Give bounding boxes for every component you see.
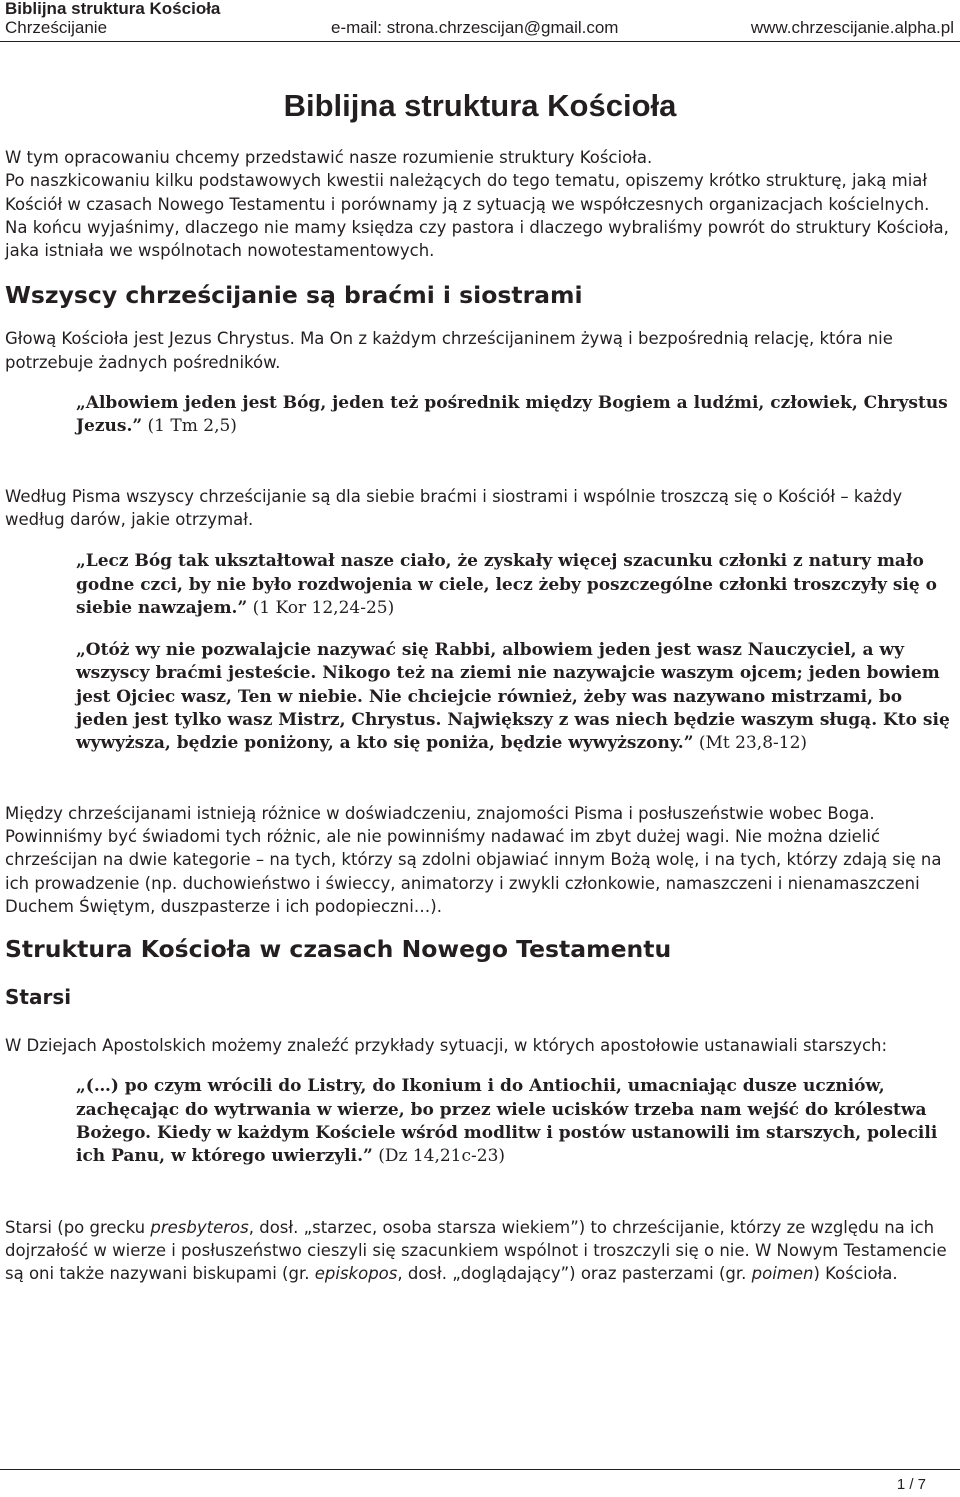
page-header [0,0,960,44]
paragraph-differences: Między chrześcijanami istnieją różnice w doświadczeniu, znajomości Pisma i posłuszeństwie wobec Boga. Powinniśmy być świadomi tych różnic, ale nie powinniśmy nadawać im zbyt dużej wagi. Nie można dzielić chrześcijan na dwie kategorie – na tych, którzy są zdolni objawiać innym Bożą wolę, i na tych, którzy zdają się na ich prowadzenie (np. duchowieństwo i świeccy, animatorzy i zwykli członkowie, namaszczeni i nienamaszczeni Duchem Świętym, duszpasterze i ich podopieczni…). [5,803,942,916]
header-email: e-mail: strona.chrzescijan@gmail.com [331,18,619,37]
header-site-name: Chrześcijanie [5,18,108,37]
bible-quote-1tm [76,392,956,439]
header-divider [0,41,960,42]
intro-paragraph: Po naszkicowaniu kilku podstawowych kwestii należących do tego tematu, opiszemy krótko strukturę, jaką miał Kościół w czasach Nowego Testamentu i porównamy ją z sytuacją we współczesnych organizacjach kościelnych. Na końcu wyjaśnimy, dlaczego nie mamy księdza czy pastora i dlaczego wybraliśmy powrót do struktury Kościoła, jaka istniała we wspólnotach nowotestamentowych. [5,171,949,261]
quote-reference: (1 Kor 12,24-25) [247,597,395,618]
paragraph-according-to-scripture: Według Pisma wszyscy chrześcijanie są dla siebie braćmi i siostrami i wspólnie troszczą się o Kościół – każdy według darów, jakie otrzymał. [5,486,903,529]
text-fragment: , dosł. „doglądający”) oraz pasterzami (gr. [397,1264,752,1284]
footer-divider [0,1469,960,1470]
quote-reference: (Mt 23,8-12) [693,733,808,754]
quote-text: „Otóż wy nie pozwalajcie nazywać się Rabbi, albowiem jeden jest wasz Nauczyciel, a wy wszyscy braćmi jesteście. Nikogo też na ziemi nie nazywajcie waszym ojcem; jeden bowiem jest Ojciec wasz, Ten w niebie. Nie chciejcie również, żeby was nazywano mistrzami, bo jeden jest tylko wasz Mistrz, Chrystus. Największy z was niech będzie waszym sługą. Kto się wywyższa, będzie poniżony, a kto się poniża, będzie wywyższony.” [76,640,950,754]
bible-quote-1kor [76,550,956,620]
header-doc-title: Biblijna struktura Kościoła [5,0,221,18]
paragraph-elders-definition [5,1216,953,1286]
greek-term-poimen: poimen [751,1264,814,1284]
quote-reference: (Dz 14,21c-23) [372,1146,506,1167]
header-url: www.chrzescijanie.alpha.pl [750,18,954,37]
greek-term-presbyteros: presbyteros [150,1217,249,1237]
section-heading-brothers-sisters: Wszyscy chrześcijanie są braćmi i siostrami [5,281,583,310]
intro-line-1: W tym opracowaniu chcemy przedstawić nasze rozumienie struktury Kościoła. [5,148,653,167]
quote-text: „(…) po czym wrócili do Listry, do Ikonium i do Antiochii, umacniając dusze uczniów, zachęcając do wytrwania w wierze, bo przez wiele ucisków trzeba nam wejść do królestwa Bożego. Kiedy w każdym Kościele wśród modlitw i postów ustanowili im starszych, polecili ich Panu, w którego uwierzyli.” [76,1076,938,1167]
paragraph-head-of-church: Głową Kościoła jest Jezus Chrystus. Ma On z każdym chrześcijaninem żywą i bezpośrednią relację, która nie potrzebuje żadnych pośredników. [5,329,893,372]
quote-text: „Lecz Bóg tak ukształtował nasze ciało, że zyskały więcej szacunku członki z natury mało godne czci, by nie było rozdwojenia w ciele, lecz żeby poszczególne członki troszczyły się o siebie nawzajem.” [76,551,937,618]
page-number: 1 / 7 [896,1476,926,1493]
page-title: Biblijna struktura Kościoła [283,88,677,123]
subheading-elders: Starsi [5,985,72,1010]
document-body [5,146,953,1286]
text-fragment: , dosł. „starzec, osoba starsza wiekiem”) to chrześcijanie, którzy ze względu na ich dojrzałość w wierze i posłuszeństwo cieszyli się szacunkiem wspólnot i troszczyli się o nie. W Nowym Testamencie są oni także nazywani biskupami (gr. [5,1217,947,1284]
greek-term-episkopos: episkopos [314,1264,398,1284]
section-heading-nt-structure: Struktura Kościoła w czasach Nowego Testamentu [5,935,672,964]
paragraph-acts: W Dziejach Apostolskich możemy znaleźć przykłady sytuacji, w których apostołowie ustanawiali starszych: [5,1036,888,1056]
quote-text: „Albowiem jeden jest Bóg, jeden też pośrednik między Bogiem a ludźmi, człowiek, Chrystus Jezus.” [76,393,948,437]
bible-quote-mt [76,639,956,755]
quote-reference: (1 Tm 2,5) [142,416,237,437]
text-fragment: Starsi (po grecku [5,1217,151,1237]
bible-quote-dz [76,1075,956,1168]
text-fragment: ) Kościoła. [813,1264,898,1284]
